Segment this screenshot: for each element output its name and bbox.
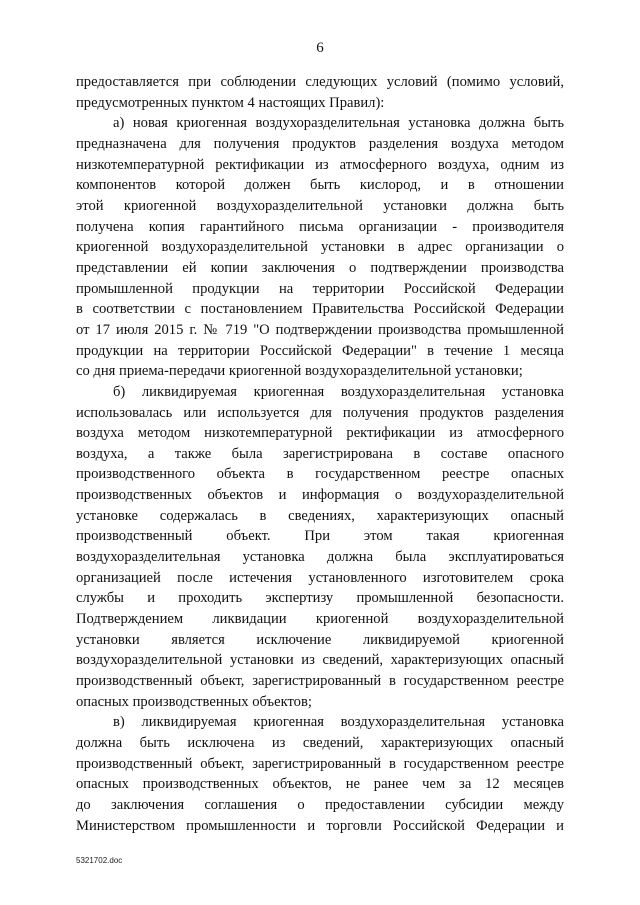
text-line: а) новая криогенная воздухоразделительная установка должна быть xyxy=(113,115,564,132)
text-line: производственный объект, зарегистрированный в государственном реестре xyxy=(76,673,564,690)
page-number: 6 xyxy=(316,40,324,56)
text-line: этой криогенной воздухоразделительной установки должна быть xyxy=(76,197,564,214)
text-line: использовалась или используется для получения продуктов разделения xyxy=(76,404,564,421)
text-line: воздухоразделительной установки из сведений, характеризующих опасный xyxy=(76,652,564,669)
text-line: производственный объект, зарегистрированный в государственном реестре xyxy=(76,755,564,772)
text-line: до заключения соглашения о предоставлении субсидии между xyxy=(76,796,564,813)
text-line: опасных производственных объектов; xyxy=(76,693,312,710)
document-file-reference: 5321702.doc xyxy=(76,856,123,865)
text-line: предусмотренных пунктом 4 настоящих Правил): xyxy=(76,94,385,111)
text-line: производственных объектов и информация о воздухоразделительной xyxy=(76,487,564,504)
text-line: установке содержалась в сведениях, характеризующих опасный xyxy=(76,507,564,524)
paragraph-item-b xyxy=(76,382,564,713)
text-line: в) ликвидируемая криогенная воздухоразделительная установка xyxy=(113,714,564,731)
text-line: низкотемпературной ректификации из атмосферного воздуха, одним из xyxy=(76,156,564,173)
text-line: промышленной продукции на территории Российской Федерации xyxy=(76,280,564,297)
text-line: со дня приема-передачи криогенной воздухоразделительной установки; xyxy=(76,363,523,380)
text-line: опасных производственных объектов, не ранее чем за 12 месяцев xyxy=(76,776,564,793)
paragraph-item-v xyxy=(76,712,564,836)
paragraph-item-a xyxy=(76,113,564,382)
document-body xyxy=(76,72,564,836)
text-line: предоставляется при соблюдении следующих условий (помимо условий, xyxy=(76,74,564,90)
text-line: получена копия гарантийного письма организации - производителя xyxy=(76,218,564,235)
text-line: службы и проходить экспертизу промышленной безопасности. xyxy=(76,590,564,607)
text-line: криогенной воздухоразделительной установки в адрес организации о xyxy=(76,239,564,256)
text-line: Подтверждением ликвидации криогенной воздухоразделительной xyxy=(76,611,564,628)
text-line: воздуха методом низкотемпературной ректификации из атмосферного xyxy=(76,425,564,442)
text-line: б) ликвидируемая криогенная воздухоразделительная установка xyxy=(113,383,564,400)
text-line: Министерством промышленности и торговли Российской Федерации и xyxy=(76,817,564,834)
text-line: установки является исключение ликвидируемой криогенной xyxy=(76,631,564,648)
text-line: производственного объекта в государственном реестре опасных xyxy=(76,466,564,483)
text-line: продукции на территории Российской Федерации" в течение 1 месяца xyxy=(76,342,564,359)
text-line: предназначена для получения продуктов разделения воздуха методом xyxy=(76,135,564,152)
text-line: от 17 июля 2015 г. № 719 "О подтверждении производства промышленной xyxy=(76,321,564,338)
text-line: в соответствии с постановлением Правительства Российской Федерации xyxy=(76,301,564,318)
text-line: организацией после истечения установленного изготовителем срока xyxy=(76,569,564,586)
text-line: воздухоразделительная установка должна была эксплуатироваться xyxy=(76,549,564,566)
text-line: должна быть исключена из сведений, характеризующих опасный xyxy=(76,735,564,751)
text-line: представлении ей копии заключения о подтверждении производства xyxy=(76,259,564,276)
text-line: воздуха, а также была зарегистрирована в составе опасного xyxy=(76,445,564,462)
text-line: производственный объект. При этом такая криогенная xyxy=(76,528,564,545)
text-line: компонентов которой должен быть кислород, и в отношении xyxy=(76,177,564,194)
paragraph-intro xyxy=(76,72,564,113)
